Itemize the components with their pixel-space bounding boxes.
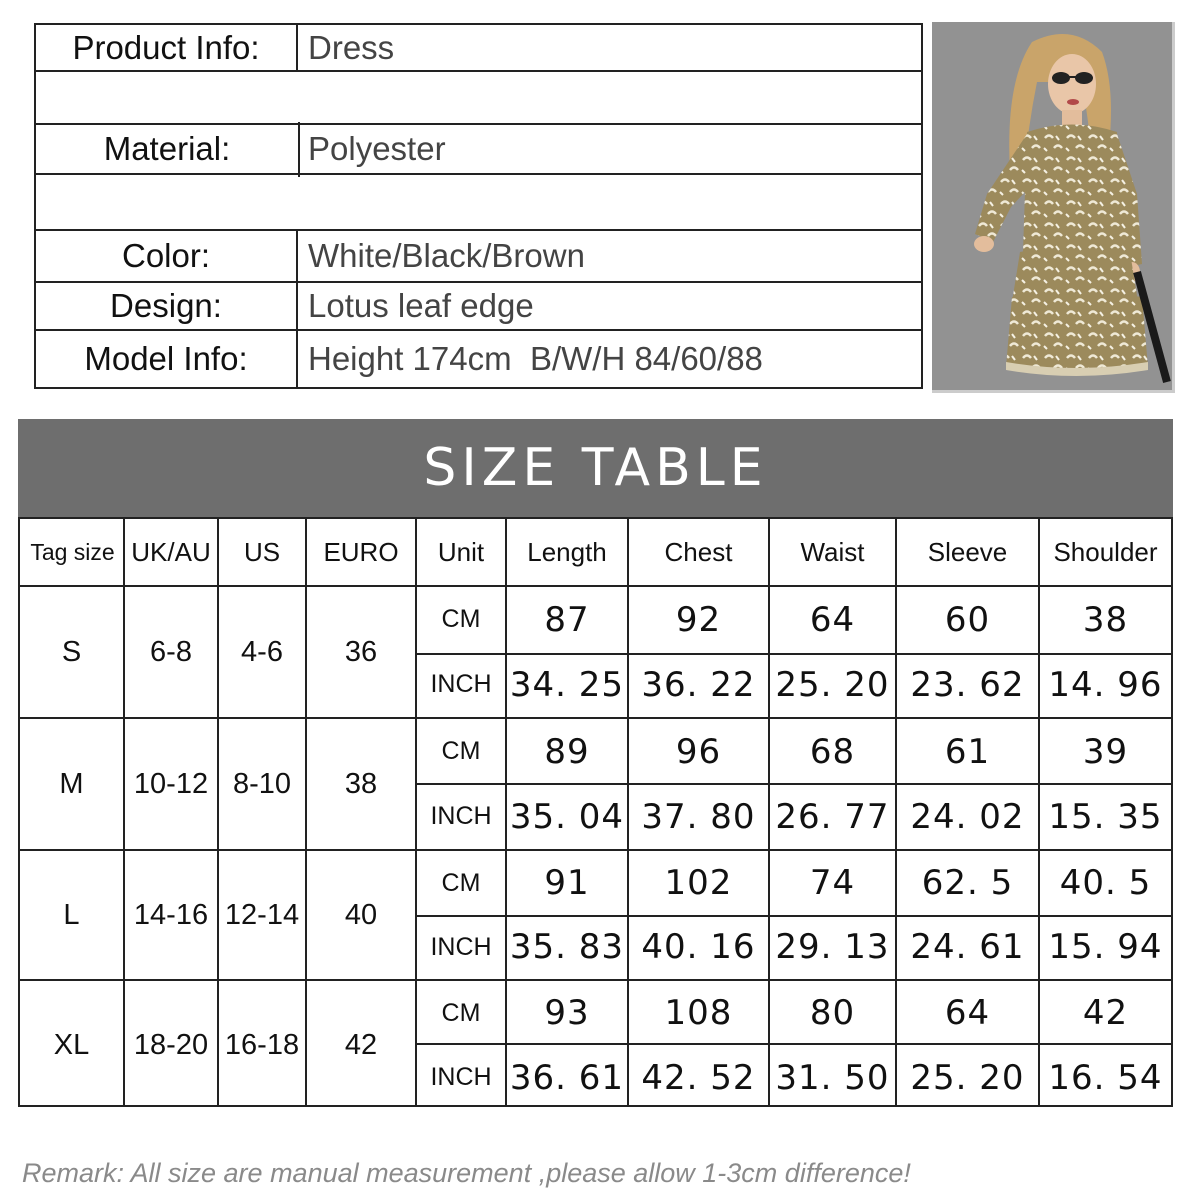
measure-cm-cell: 39	[1082, 731, 1129, 772]
remark-text: Remark: All size are manual measurement ,please allow 1-3cm difference!	[22, 1158, 911, 1188]
unit-inch-cell: INCH	[430, 932, 492, 961]
measure-cm-cell: 108	[664, 993, 733, 1033]
color-value: White/Black/Brown	[308, 237, 585, 274]
us-cell: 4-6	[241, 635, 283, 668]
header-length: Length	[527, 536, 607, 567]
unit-inch-cell: INCH	[430, 802, 492, 830]
measure-inch-cell: 35. 83	[509, 927, 625, 967]
measure-inch-cell: 26. 77	[775, 796, 890, 837]
header-unit: Unit	[437, 536, 485, 567]
info-row-product	[36, 25, 921, 72]
measure-cm-cell: 80	[809, 993, 856, 1033]
measure-inch-cell: 37. 80	[641, 796, 756, 837]
design-label: Design:	[36, 283, 298, 329]
euro-cell: 40	[344, 898, 378, 931]
measure-inch-cell: 40. 16	[641, 927, 756, 967]
measure-inch-cell: 15. 35	[1048, 796, 1163, 837]
header-chest: Chest	[664, 536, 733, 567]
measure-cm-cell: 64	[809, 599, 856, 640]
measure-cm-cell: 91	[544, 863, 590, 903]
info-row-design	[36, 283, 921, 331]
measure-inch-cell: 35. 04	[509, 796, 625, 837]
us-cell: 8-10	[232, 767, 292, 800]
measure-inch-cell: 15. 94	[1048, 927, 1163, 967]
header-uk-au: UK/AU	[131, 536, 211, 567]
material-value: Polyester	[308, 130, 446, 167]
unit-cm-cell: CM	[441, 998, 481, 1027]
measure-cm-cell: 92	[675, 599, 722, 640]
color-label: Color:	[36, 231, 298, 281]
info-row-color	[36, 231, 921, 283]
header-shoulder: Shoulder	[1053, 536, 1158, 567]
header-waist: Waist	[800, 536, 865, 567]
size-table-title: SIZE TABLE	[18, 419, 1173, 517]
unit-cm-cell: CM	[441, 737, 481, 765]
measure-cm-cell: 40. 5	[1059, 863, 1152, 903]
measure-inch-cell: 36. 61	[509, 1057, 625, 1098]
euro-cell: 42	[344, 1029, 378, 1061]
euro-cell: 36	[344, 635, 378, 668]
product-info-label: Product Info:	[36, 25, 298, 70]
product-info-table	[34, 23, 923, 389]
measure-cm-cell: 62. 5	[921, 863, 1014, 903]
header-tag-size: Tag size	[30, 538, 115, 565]
measure-inch-cell: 29. 13	[775, 927, 890, 967]
info-row-model	[36, 331, 921, 387]
tag-size-cell: XL	[53, 1029, 90, 1061]
measure-inch-cell: 25. 20	[910, 1057, 1025, 1098]
info-row-spacer	[36, 72, 921, 125]
measure-inch-cell: 14. 96	[1048, 664, 1163, 705]
measure-inch-cell: 42. 52	[641, 1057, 756, 1098]
uk-au-cell: 6-8	[150, 635, 192, 668]
unit-inch-cell: INCH	[430, 670, 492, 698]
model-info-value: Height 174cm B/W/H 84/60/88	[308, 340, 763, 377]
design-value: Lotus leaf edge	[308, 287, 534, 324]
measure-cm-cell: 61	[944, 731, 991, 772]
measure-cm-cell: 64	[944, 993, 991, 1033]
tag-size-cell: L	[63, 898, 80, 931]
unit-cm-cell: CM	[441, 605, 481, 633]
tag-size-cell: S	[61, 635, 82, 668]
uk-au-cell: 18-20	[133, 1029, 209, 1061]
product-info-value: Dress	[308, 28, 395, 66]
model-info-label: Model Info:	[36, 331, 298, 387]
measure-cm-cell: 38	[1082, 599, 1129, 640]
measure-cm-cell: 87	[544, 599, 590, 640]
measure-inch-cell: 23. 62	[910, 664, 1025, 705]
header-sleeve: Sleeve	[927, 536, 1008, 567]
measure-inch-cell: 34. 25	[509, 664, 625, 705]
measure-cm-cell: 93	[544, 993, 590, 1033]
unit-inch-cell: INCH	[430, 1063, 492, 1091]
measure-inch-cell: 24. 02	[910, 796, 1025, 837]
us-cell: 12-14	[224, 898, 300, 931]
size-table	[18, 517, 1173, 1107]
measure-cm-cell: 96	[675, 731, 722, 772]
measure-cm-cell: 89	[544, 731, 590, 772]
model-photo	[932, 22, 1175, 393]
euro-cell: 38	[344, 767, 378, 800]
measure-cm-cell: 74	[809, 863, 856, 903]
tag-size-cell: M	[59, 767, 84, 800]
measure-cm-cell: 60	[944, 599, 991, 640]
unit-cm-cell: CM	[441, 868, 481, 897]
measure-cm-cell: 42	[1082, 993, 1129, 1033]
uk-au-cell: 14-16	[133, 898, 209, 931]
measure-inch-cell: 31. 50	[775, 1057, 890, 1098]
header-us: US	[243, 536, 281, 567]
measure-inch-cell: 25. 20	[775, 664, 890, 705]
us-cell: 16-18	[224, 1029, 300, 1061]
header-euro: EURO	[323, 536, 399, 567]
model-photo-illustration	[932, 22, 1172, 390]
measure-cm-cell: 68	[809, 731, 856, 772]
info-row-material	[36, 125, 921, 175]
uk-au-cell: 10-12	[133, 767, 209, 800]
material-label: Material:	[103, 130, 231, 167]
measure-inch-cell: 16. 54	[1048, 1057, 1163, 1098]
measure-cm-cell: 102	[664, 863, 733, 903]
measure-inch-cell: 24. 61	[910, 927, 1025, 967]
measure-inch-cell: 36. 22	[641, 664, 756, 705]
info-row-spacer	[36, 175, 921, 231]
